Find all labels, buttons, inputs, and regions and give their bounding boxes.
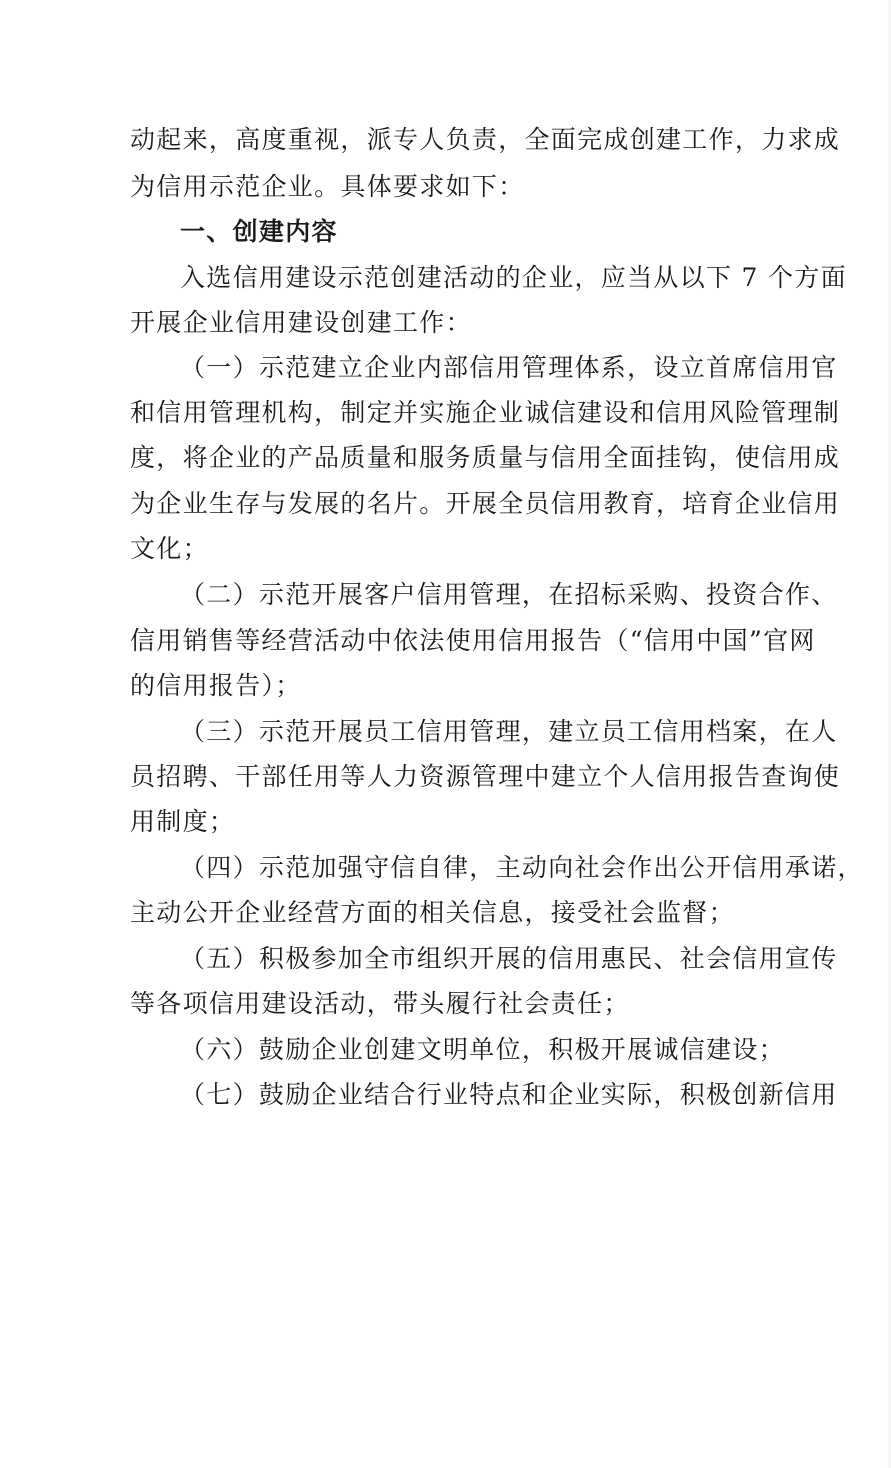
list-item-2-line: 信用销售等经营活动中依法使用信用报告（“信用中国”官网: [130, 626, 816, 655]
list-item-2-line: 的信用报告）；: [130, 671, 302, 700]
list-item-3-line: （三）示范开展员工信用管理，建立员工信用档案，在人: [180, 717, 838, 746]
scan-edge-shadow: [887, 0, 891, 1468]
list-item-3-line: 用制度；: [130, 807, 236, 836]
list-item-4-line: （四）示范加强守信自律，主动向社会作出公开信用承诺，: [180, 853, 864, 882]
list-item-5-line: （五）积极参加全市组织开展的信用惠民、社会信用宣传: [180, 944, 838, 973]
list-item-3-line: 员招聘、干部任用等人力资源管理中建立个人信用报告查询使: [130, 762, 841, 791]
list-item-6-line: （六）鼓励企业创建文明单位，积极开展诚信建设；: [180, 1035, 785, 1064]
list-item-2-line: （二）示范开展客户信用管理，在招标采购、投资合作、: [180, 580, 838, 609]
list-item-1-line: 和信用管理机构，制定并实施企业诚信建设和信用风险管理制: [130, 398, 841, 427]
list-item-1-line: 度，将企业的产品质量和服务质量与信用全面挂钩，使信用成: [130, 443, 841, 472]
text-line: 动起来，高度重视，派专人负责，全面完成创建工作，力求成: [130, 125, 841, 154]
list-item-4-line: 主动公开企业经营方面的相关信息，接受社会监督；: [130, 898, 735, 927]
list-item-7-line: （七）鼓励企业结合行业特点和企业实际，积极创新信用: [180, 1080, 838, 1109]
list-item-1-line: 为企业生存与发展的名片。开展全员信用教育，培育企业信用: [130, 489, 841, 518]
list-item-1-line: （一）示范建立企业内部信用管理体系，设立首席信用官: [180, 353, 838, 382]
text-line: 开展企业信用建设创建工作：: [130, 308, 472, 337]
list-item-1-line: 文化；: [130, 534, 209, 563]
list-item-5-line: 等各项信用建设活动，带头履行社会责任；: [130, 989, 630, 1018]
section-heading: 一、创建内容: [180, 217, 338, 246]
text-line: 入选信用建设示范创建活动的企业，应当从以下 7 个方面: [180, 263, 847, 292]
text-line: 为信用示范企业。具体要求如下：: [130, 172, 525, 201]
